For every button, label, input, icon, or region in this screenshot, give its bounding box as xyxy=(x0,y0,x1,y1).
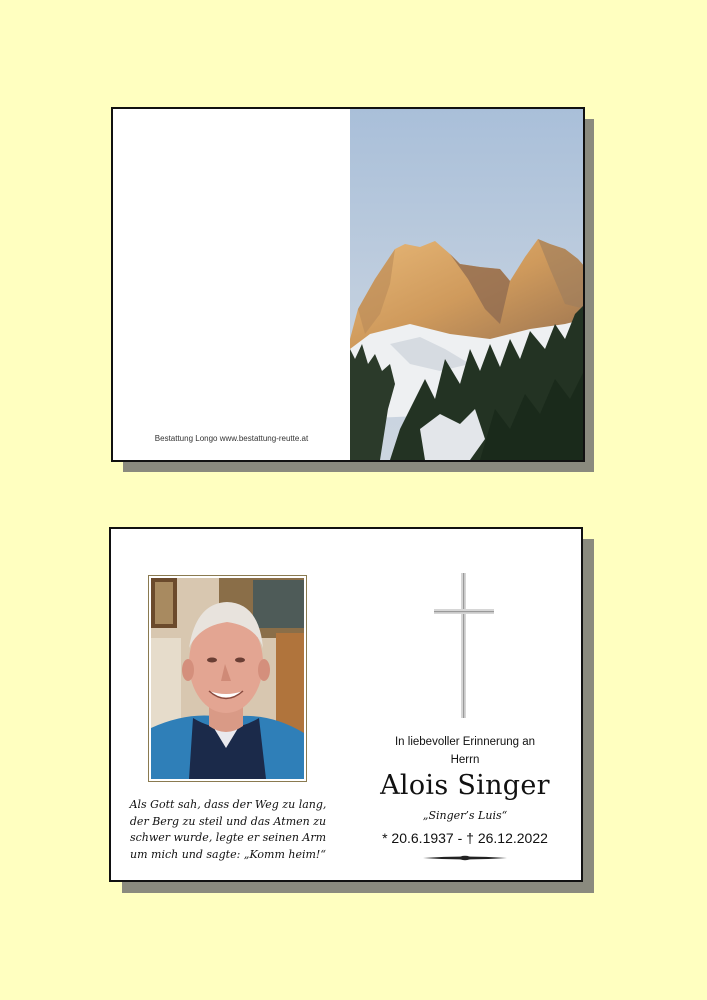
inner-card xyxy=(109,527,583,882)
back-cover-page xyxy=(113,109,350,460)
funeral-home-imprint: Bestattung Longo www.bestattung-reutte.at xyxy=(154,434,309,443)
front-card xyxy=(111,107,585,462)
intro-line: In liebevoller Erinnerung an xyxy=(394,736,535,748)
poem-line: der Berg zu steil und das Atmen zu xyxy=(129,814,327,828)
portrait-frame xyxy=(148,575,307,782)
cross-icon xyxy=(434,573,494,718)
ornament-divider xyxy=(423,854,507,862)
salutation: Herrn xyxy=(450,754,480,766)
nickname: „Singer’s Luis“ xyxy=(422,809,508,822)
poem-line: um mich und sagte: „Komm heim!“ xyxy=(130,847,326,861)
poem-line: schwer wurde, legte er seinen Arm xyxy=(129,831,327,844)
memorial-poem xyxy=(111,797,345,863)
portrait-photo xyxy=(151,578,304,779)
poem-line: Als Gott sah, dass der Weg zu lang, xyxy=(129,798,327,811)
mountain-landscape-image xyxy=(350,109,585,460)
deceased-name: Alois Singer xyxy=(380,770,550,801)
life-dates: * 20.6.1937 - † 26.12.2022 xyxy=(382,830,548,846)
